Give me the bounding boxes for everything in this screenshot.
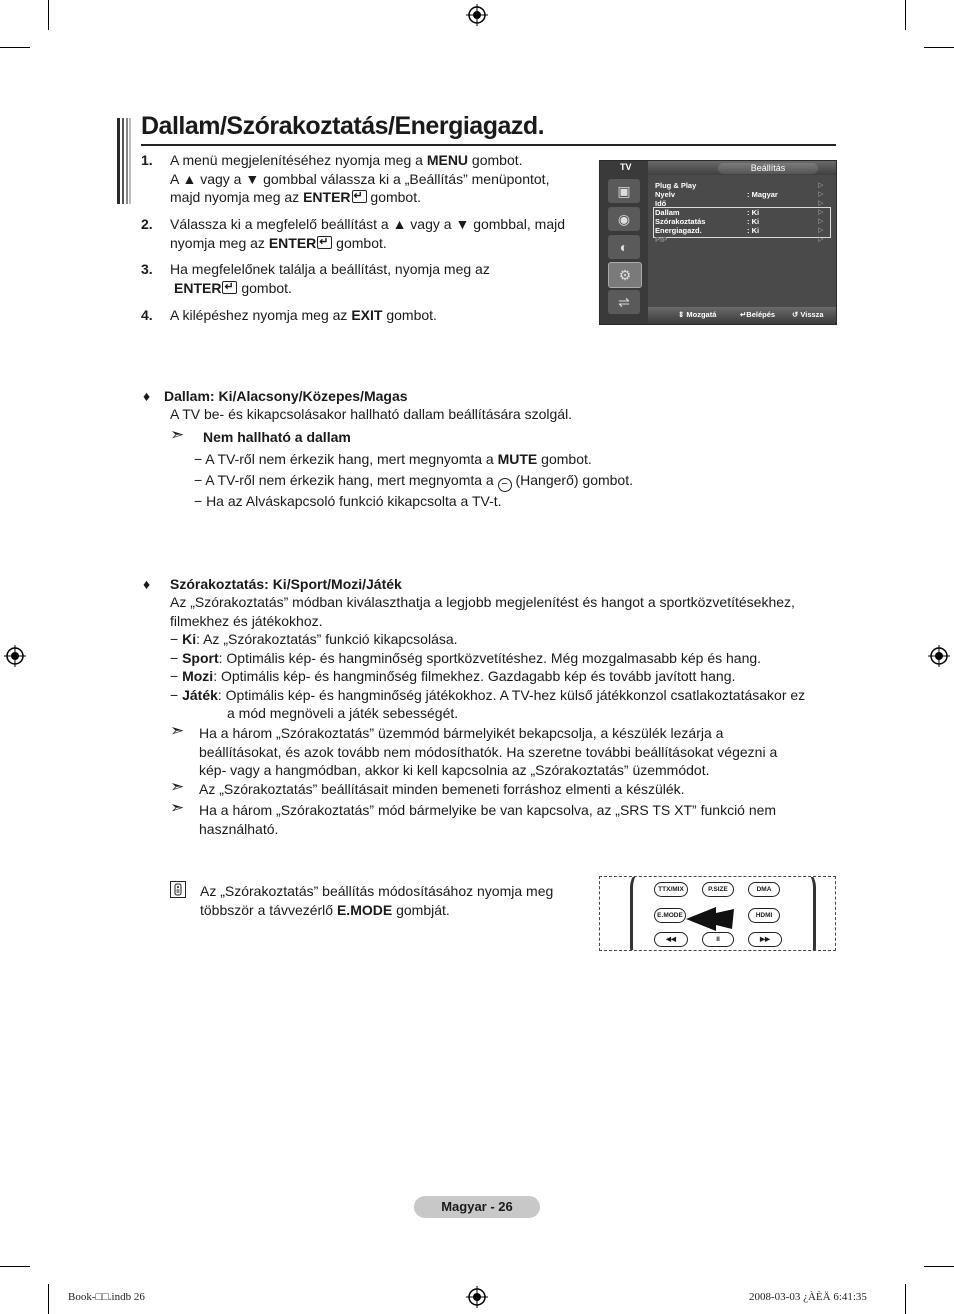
step-number: 4. <box>141 307 153 323</box>
bullet-icon: ♦ <box>143 576 151 592</box>
szorakoztatas-note-3: Ha a három „Szórakoztatás” mód bármelyike be van kapcsolva, az „SRS TS XT” funkció nem használható. <box>199 802 777 837</box>
p-size-button: P.SIZE <box>702 882 734 897</box>
tv-menu-value: : Magyar <box>747 190 778 199</box>
page-number-badge: Magyar - 26 <box>414 1196 540 1218</box>
szorakoztatas-note-1: Ha a három „Szórakoztatás” üzemmód bármelyikét bekapcsolja, a készülék lezárja a beállításokat, és azok tovább nem módosíthatók. Ha szeretne további beállításokat végezni a kép- vagy a hangmódban, akkor ki kell kapcsolnia az „Szórakoztatás” üzemmódot. <box>199 725 778 778</box>
tv-menu-arrow-icon: ▷ <box>818 182 824 189</box>
crop-mark <box>924 1266 954 1267</box>
szorakoztatas-description: Az „Szórakoztatás” módban kiválaszthatja a legjobb megjelenítést és hangot a sportközvetítésekhez, filmekhez és játékokhoz. <box>170 594 795 629</box>
dallam-note-item: − A TV-ről nem érkezik hang, mert megnyomta a MUTE gombot. <box>194 451 592 467</box>
tv-nav-back: ↺ Vissza <box>792 310 824 319</box>
crop-mark <box>924 47 954 48</box>
bullet-icon: ♦ <box>143 388 151 404</box>
option-ki: − Ki: Az „Szórakoztatás” funkció kikapcsolása. <box>170 631 458 647</box>
title-rule <box>141 144 836 146</box>
registration-mark-icon <box>928 645 950 667</box>
tv-nav-move: ⇕ Mozgatá <box>678 310 717 319</box>
tv-menu-arrow-icon: ▷ <box>818 218 824 225</box>
print-file-info: Book-□□.indb 26 <box>68 1291 145 1303</box>
tv-menu-row: Nyelv <box>655 190 676 199</box>
crop-mark <box>0 1266 30 1267</box>
dallam-description: A TV be- és kikapcsolásakor hallható dallam beállítására szolgál. <box>170 406 573 422</box>
tv-menu-row: Dallam <box>655 208 680 217</box>
crop-mark <box>905 1284 906 1314</box>
pause-button: II <box>702 932 734 947</box>
remote-tip-icon <box>170 881 186 898</box>
sound-icon: ◉ <box>608 207 640 231</box>
enter-icon <box>317 236 332 249</box>
tv-menu-arrow-icon: ▷ <box>818 236 824 243</box>
print-date-info: 2008-03-03 ¿ÀÈÄ 6:41:35 <box>749 1291 867 1303</box>
dallam-note-item: − A TV-ről nem érkezik hang, mert megnyomta a − (Hangerő) gombot. <box>194 472 634 490</box>
szorakoztatas-options: − Ki: Az „Szórakoztatás” funkció kikapcsolása. − Sport: Optimális kép- és hangminőség sportközvetítéshez. Még mozgalmasabb kép és hang. − Mozi: Optimális kép- és hangminőség filmekhez. Gazdagabb kép és tovább javított hang. − Játék: Optimális kép- és hangminőség játékokhoz. A TV-hez külső játékkonzol csatlakoztatásakor ez a mód megnöveli a játék sebességét. <box>170 630 850 723</box>
registration-mark-icon <box>466 1286 488 1308</box>
step-number: 3. <box>141 261 153 277</box>
registration-mark-icon <box>466 4 488 26</box>
note-arrow-icon: ➣ <box>170 798 185 817</box>
dallam-note-title: Nem hallható a dallam <box>203 429 351 445</box>
tv-menu-arrow-icon: ▷ <box>818 227 824 234</box>
step-number: 1. <box>141 152 153 168</box>
tv-label: TV <box>620 162 632 172</box>
tv-menu-row: Szórakoztatás <box>655 217 706 226</box>
page-title: Dallam/Szórakoztatás/Energiagazd. <box>141 112 545 140</box>
option-jatek: − Játék: Optimális kép- és hangminőség játékokhoz. A TV-hez külső játékkonzol csatlakoztatásakor ez <box>170 686 806 703</box>
rewind-button: ◀◀ <box>654 932 688 947</box>
tv-nav-enter: ↵Belépés <box>740 310 776 319</box>
step-number: 2. <box>141 216 153 232</box>
enter-icon <box>222 281 237 294</box>
crop-mark <box>905 0 906 30</box>
crop-mark <box>0 47 30 48</box>
option-sport: − Sport: Optimális kép- és hangminőség sportközvetítéshez. Még mozgalmasabb kép és hang. <box>170 649 762 666</box>
remote-tip-text: Az „Szórakoztatás” beállítás módosításához nyomja meg többször a távvezérlő E.MODE gombját. <box>200 883 554 918</box>
channel-icon: ◐ <box>608 235 640 259</box>
tv-menu-value: : Ki <box>747 208 760 217</box>
ttx-mix-button: TTX/MIX <box>654 882 688 897</box>
crop-mark <box>48 0 49 30</box>
tv-menu-arrow-icon: ▷ <box>818 209 824 216</box>
dallam-note-item: − Ha az Alváskapcsoló funkció kikapcsolta a TV-t. <box>194 493 502 509</box>
fast-forward-button: ▶▶ <box>748 932 782 947</box>
option-mozi: − Mozi: Optimális kép- és hangminőség filmekhez. Gazdagabb kép és tovább javított hang. <box>170 668 736 684</box>
szorakoztatas-note-2: Az „Szórakoztatás” beállításait minden bemeneti forráshoz elmenti a készülék. <box>199 781 685 797</box>
note-arrow-icon: ➣ <box>170 721 185 740</box>
enter-icon <box>352 190 367 203</box>
tv-menu-screenshot <box>599 160 837 325</box>
tv-menu-value: : Ki <box>747 226 760 235</box>
tv-menu-row: Idő <box>655 199 667 208</box>
tv-menu-row: Energiagazd. <box>655 226 702 235</box>
tv-menu-tab: Beállítás <box>718 163 818 174</box>
dma-button: DMA <box>748 882 780 897</box>
setup-gear-icon: ⚙ <box>608 262 642 288</box>
registration-mark-icon <box>4 645 26 667</box>
szorakoztatas-heading: Szórakoztatás: Ki/Sport/Mozi/Játék <box>170 576 402 592</box>
tv-menu-arrow-icon: ▷ <box>818 191 824 198</box>
step-2: Válassza ki a megfelelő beállítást a ▲ vagy a ▼ gombbal, majd nyomja meg az ENTER↵ gombot. <box>170 215 590 252</box>
picture-icon: ▣ <box>608 179 640 203</box>
tv-menu-row: Plug & Play <box>655 181 697 190</box>
crop-mark <box>48 1284 49 1314</box>
step-3: Ha megfelelőnek találja a beállítást, nyomja meg az ENTER↵ gombot. <box>170 260 590 297</box>
step-1: A menü megjelenítéséhez nyomja meg a MENU gombot. A ▲ vagy a ▼ gombbal válassza ki a „Beállítás” menüpontot, majd nyomja meg az ENTER↵ gombot. <box>170 151 590 207</box>
tv-menu-arrow-icon: ▷ <box>818 200 824 207</box>
input-icon: ⇌ <box>608 290 640 314</box>
e-mode-button: E.MODE <box>654 908 686 923</box>
title-decoration <box>117 118 131 204</box>
remote-control-image <box>599 876 836 951</box>
note-arrow-icon: ➣ <box>170 425 185 444</box>
hdmi-button: HDMI <box>748 908 780 923</box>
step-4: A kilépéshez nyomja meg az EXIT gombot. <box>170 307 437 323</box>
tv-menu-row: PIP <box>655 235 668 244</box>
note-arrow-icon: ➣ <box>170 777 185 796</box>
dallam-heading: Dallam: Ki/Alacsony/Közepes/Magas <box>164 388 408 404</box>
tv-menu-value: : Ki <box>747 217 760 226</box>
volume-minus-icon: − <box>498 478 512 492</box>
pointer-arrow-icon <box>686 905 736 931</box>
